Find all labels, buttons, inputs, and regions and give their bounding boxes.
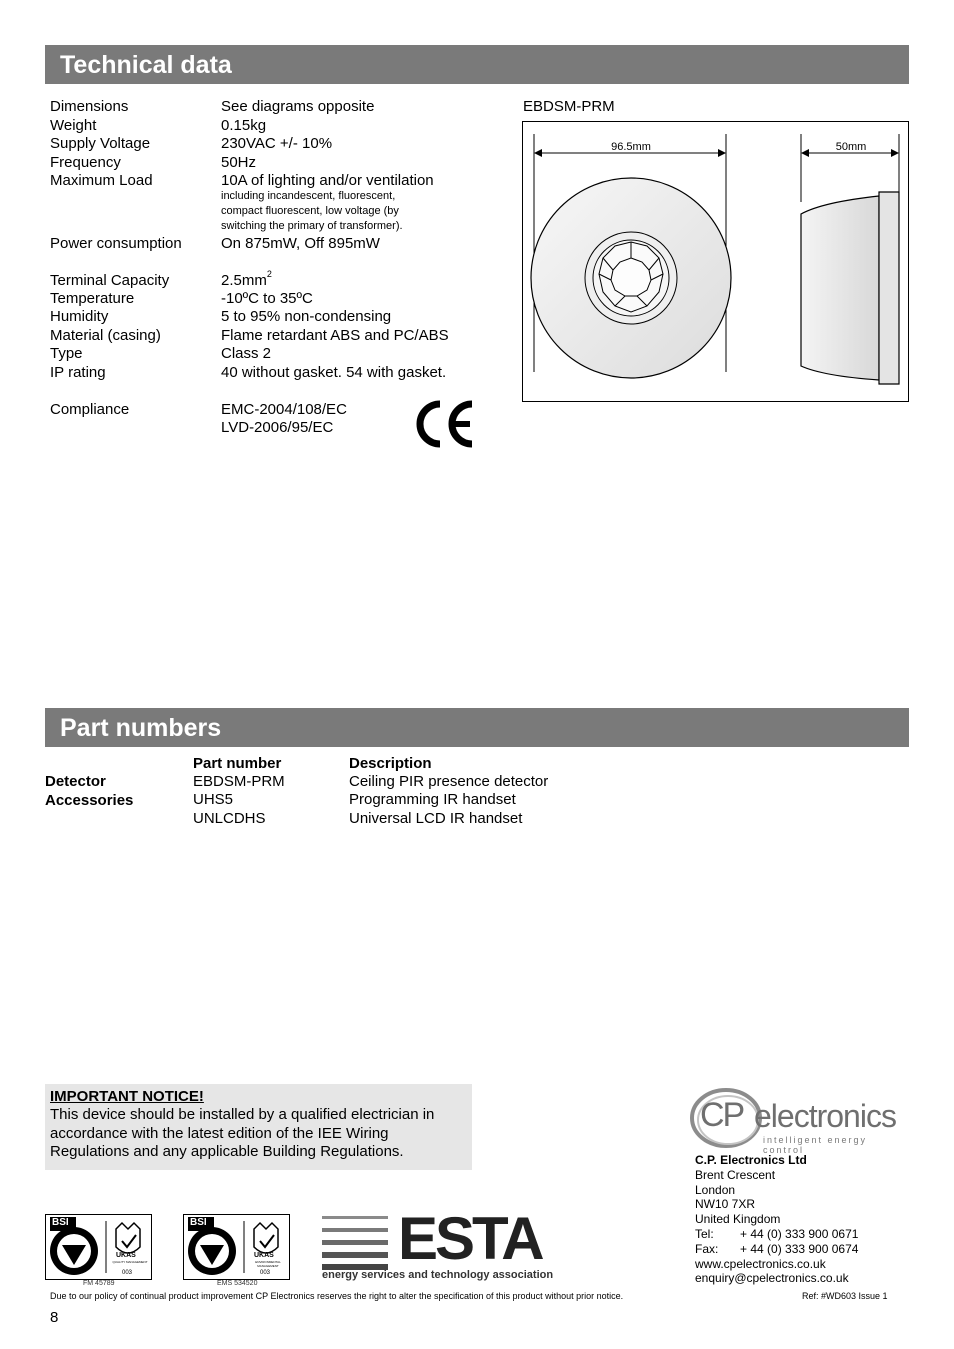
footer-disclaimer: Due to our policy of continual product improvement CP Electronics reserves the right to alter the specification of this product without prior notice. — [50, 1291, 624, 1301]
spec-label: Compliance — [50, 401, 130, 418]
spec-value: 50Hz — [221, 154, 257, 171]
spec-label: Frequency — [50, 154, 121, 171]
address-line: United Kingdom — [695, 1212, 781, 1227]
cp-electronics-logo — [690, 1086, 910, 1155]
logo-cp: CP — [700, 1096, 744, 1134]
fax-row — [695, 1242, 858, 1257]
ukas-label: UKAS — [254, 1252, 274, 1259]
spec-value: 10A of lighting and/or ventilation — [221, 172, 434, 189]
fax-label: Fax: — [695, 1241, 719, 1256]
dimension-diagram — [522, 121, 909, 402]
spec-label: Weight — [50, 117, 97, 134]
spec-value: LVD-2006/95/EC — [221, 419, 334, 436]
spec-value: 230VAC +/- 10% — [221, 135, 333, 152]
notice-title: IMPORTANT NOTICE! — [50, 1088, 204, 1105]
page-number: 8 — [50, 1309, 59, 1326]
esta-name: ESTA — [398, 1205, 542, 1272]
email: enquiry@cpelectronics.co.uk — [695, 1271, 849, 1286]
depth-dimension-label: 50mm — [835, 141, 867, 153]
load-note-line: switching the primary of transformer). — [221, 220, 403, 232]
row-group-label: Accessories — [45, 792, 134, 809]
spec-value: Class 2 — [221, 345, 272, 362]
load-note — [221, 189, 451, 234]
address-line: Brent Crescent — [695, 1167, 776, 1182]
part-number-cell: UHS5 — [193, 791, 234, 808]
ukas-label: UKAS — [116, 1252, 136, 1259]
spec-value: 0.15kg — [221, 117, 267, 134]
phone-label: Tel: — [695, 1226, 714, 1241]
spec-label: Type — [50, 345, 83, 362]
address-line: NW10 7XR — [695, 1197, 756, 1212]
ukas-number: 003 — [260, 1270, 271, 1276]
part-number-cell: UNLCDHS — [193, 810, 266, 827]
cert-code: FM 45789 — [83, 1280, 115, 1287]
superscript: 2 — [266, 269, 272, 279]
spec-value: EMC-2004/108/EC — [221, 401, 347, 418]
ukas-number: 003 — [122, 1270, 133, 1276]
spec-label: Power consumption — [50, 235, 182, 252]
column-header-part: Part number — [193, 755, 282, 772]
esta-stripes-icon — [322, 1214, 392, 1270]
spec-value: See diagrams opposite — [221, 98, 375, 115]
bsi-environmental-cert — [183, 1214, 290, 1280]
esta-logo — [322, 1205, 554, 1286]
ukas-sub: QUALITY MANAGEMENT — [112, 1260, 148, 1264]
spec-label: Terminal Capacity — [50, 272, 170, 289]
width-dimension-label: 96.5mm — [611, 141, 651, 153]
description-cell: Universal LCD IR handset — [349, 810, 523, 827]
bsi-label: BSI — [52, 1217, 69, 1228]
fax-number: + 44 (0) 333 900 0674 — [740, 1241, 859, 1256]
load-note-line: including incandescent, fluorescent, — [221, 190, 396, 202]
part-number-cell: EBDSM-PRM — [193, 773, 285, 790]
spec-value: On 875mW, Off 895mW — [221, 235, 380, 252]
ce-mark-icon — [412, 400, 478, 448]
logo-tagline: intelligent energy control — [763, 1135, 868, 1155]
phone-number: + 44 (0) 333 900 0671 — [740, 1226, 859, 1241]
column-header-description: Description — [349, 755, 432, 772]
spec-label: IP rating — [50, 364, 106, 381]
address-line: London — [695, 1182, 736, 1197]
row-group-label: Detector — [45, 773, 106, 790]
terminal-capacity-value: 2.5mm — [221, 272, 267, 289]
important-notice — [45, 1084, 472, 1170]
spec-value — [221, 269, 272, 290]
spec-label: Temperature — [50, 290, 135, 307]
ukas-sub: ENVIRONMENTAL MANAGEMENT — [255, 1260, 281, 1268]
phone-row — [695, 1227, 858, 1242]
spec-value: 5 to 95% non-condensing — [221, 308, 392, 325]
spec-label: Maximum Load — [50, 172, 153, 189]
cert-code: EMS 534520 — [217, 1280, 258, 1287]
load-note-line: compact fluorescent, low voltage (by — [221, 205, 399, 217]
company-name: C.P. Electronics Ltd — [695, 1153, 807, 1167]
website: www.cpelectronics.co.uk — [695, 1256, 826, 1271]
spec-label: Humidity — [50, 308, 109, 325]
part-numbers-heading: Part numbers — [45, 708, 909, 747]
description-cell: Ceiling PIR presence detector — [349, 773, 549, 790]
spec-label: Dimensions — [50, 98, 129, 115]
technical-data-heading: Technical data — [45, 45, 909, 84]
diagram-title: EBDSM-PRM — [523, 98, 615, 115]
notice-line: This device should be installed by a qualified electrician in — [50, 1106, 435, 1123]
document-reference: Ref: #WD603 Issue 1 — [802, 1291, 888, 1301]
logo-electronics: electronics — [754, 1098, 896, 1134]
detector-diagram — [523, 122, 907, 400]
spec-value: -10ºC to 35ºC — [221, 290, 313, 307]
spec-value: 40 without gasket. 54 with gasket. — [221, 364, 447, 381]
notice-line: accordance with the latest edition of the IEE Wiring — [50, 1124, 389, 1142]
ce-mark — [412, 400, 478, 448]
bsi-quality-cert — [45, 1214, 152, 1280]
esta-tagline: energy services and technology association — [322, 1269, 554, 1281]
spec-label: Supply Voltage — [50, 135, 151, 152]
bsi-label: BSI — [190, 1217, 207, 1228]
notice-line: Regulations and any applicable Building Regulations. — [50, 1143, 404, 1160]
company-contact — [695, 1153, 858, 1286]
spec-label: Material (casing) — [50, 327, 161, 344]
spec-value: Flame retardant ABS and PC/ABS — [221, 327, 449, 344]
description-cell: Programming IR handset — [349, 791, 516, 808]
